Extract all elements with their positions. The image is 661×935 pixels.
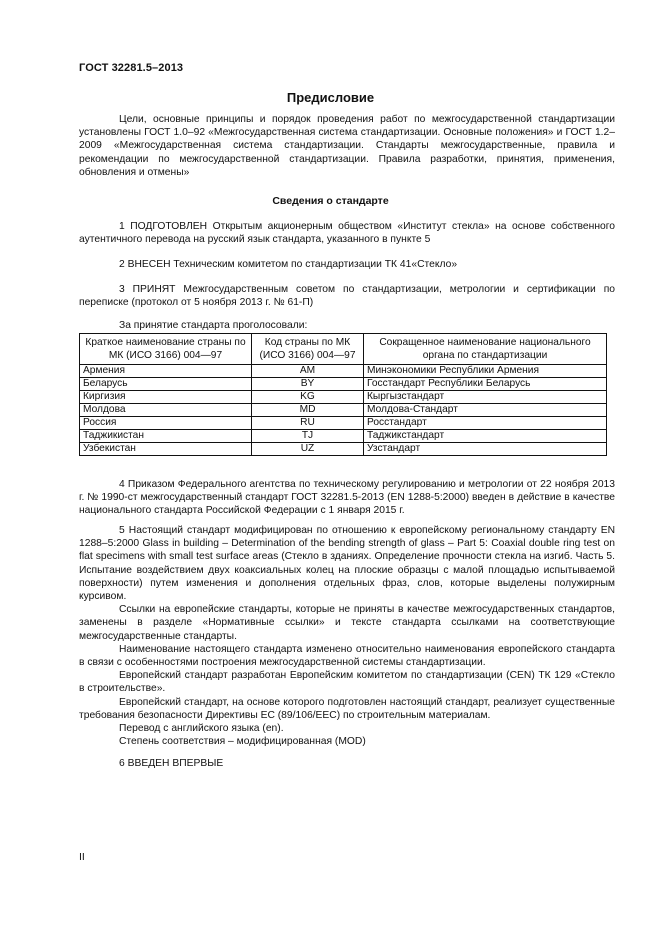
cell-code: TJ	[252, 430, 364, 443]
item-4-paragraph: 4 Приказом Федерального агентства по техническому регулированию и метрологии от 22 ноября 2013 г. № 1990-ст межгосударственный стандарт ГОСТ 32281.5-2013 (EN 1288-5:2000) введен в действие в качестве национального стандарта Российской Федерации с 1 января 2015 г.	[79, 479, 615, 517]
table-row	[80, 443, 607, 456]
cell-body: Кыргызстандарт	[364, 391, 607, 404]
standard-info-subtitle: Сведения о стандарте	[272, 195, 389, 207]
item-4-block	[79, 478, 615, 518]
header-country-name: Краткое наименование страны по МК (ИСО 3166) 004—97	[80, 334, 252, 365]
cell-country: Таджикистан	[80, 430, 252, 443]
cell-body: Госстандарт Республики Беларусь	[364, 378, 607, 391]
document-code-header: ГОСТ 32281.5–2013	[79, 62, 184, 74]
cell-code: AM	[252, 365, 364, 378]
item-5-paragraph-6: Перевод с английского языка (en).	[119, 723, 284, 735]
item-6-paragraph: 6 ВВЕДЕН ВПЕРВЫЕ	[119, 758, 224, 769]
table-row	[80, 378, 607, 391]
table-row	[80, 430, 607, 443]
item-1-paragraph: 1 ПОДГОТОВЛЕН Открытым акционерным обществом «Институт стекла» на основе собственного аутентичного перевода на русский язык стандарта, указанного в пункте 5	[79, 221, 615, 246]
item-5-paragraph-3: Наименование настоящего стандарта изменено относительно наименования европейского стандарта в связи с особенностями построения межгосударственной системы стандартизации.	[79, 643, 615, 669]
item-3-paragraph: 3 ПРИНЯТ Межгосударственным советом по стандартизации, метрологии и сертификации по переписке (протокол от 5 ноября 2013 г. № 61-П)	[79, 284, 615, 309]
cell-code: MD	[252, 404, 364, 417]
item-3-block	[79, 283, 615, 309]
cell-body: Минэкономики Республики Армения	[364, 365, 607, 378]
vote-caption: За принятие стандарта проголосовали:	[119, 320, 308, 331]
item-5-paragraph-5: Европейский стандарт, на основе которого подготовлен настоящий стандарт, реализует существенные требования безопасности Директивы ЕС (89/106/EEC) по строительным материалам.	[79, 696, 615, 721]
cell-country: Киргизия	[80, 391, 252, 404]
cell-code: UZ	[252, 443, 364, 456]
cell-body: Молдова-Стандарт	[364, 404, 607, 417]
foreword-intro-paragraph: Цели, основные принципы и порядок проведения работ по межгосударственной стандартизации установлены ГОСТ 1.0–92 «Межгосударственная система стандартизации. Основные положения» и ГОСТ 1.2–2009 «Межгосударственная система стандартизации. Стандарты межгосударственные, правила и рекомендации по межгосударственной стандартизации. Правила разработки, принятия, применения, обновления и отмены»	[79, 114, 615, 178]
item-5-paragraph-4: Европейский стандарт разработан Европейским комитетом по стандартизации (CEN) ТК 129 «Стекло в строительстве».	[79, 670, 615, 695]
item-5-paragraph-1: 5 Настоящий стандарт модифицирован по отношению к европейскому региональному стандарту EN 1288–5:2000 Glass in building – Determination of the bending strength of glass – Part 5: Coaxial double ring test on flat specimens with small test surface areas (Стекло в зданиях. Определение прочности стекла на изгиб. Часть 5. Испытание воздействием двух коаксиальных колец на плоские образцы с малой площадью испытываемой поверхности) путем изменения и дополнения отдельных фраз, слов, которые выделены полужирным курсивом.	[79, 525, 615, 603]
cell-body: Узстандарт	[364, 443, 607, 456]
item-2-block	[79, 258, 615, 271]
item-5-paragraph-7: Степень соответствия – модифицированная (MOD)	[119, 736, 366, 748]
cell-code: KG	[252, 391, 364, 404]
cell-body: Росстандарт	[364, 417, 607, 430]
header-country-code: Код страны по МК (ИСО 3166) 004—97	[252, 334, 364, 365]
vote-table-header-row	[80, 334, 607, 365]
item-2-paragraph: 2 ВНЕСЕН Техническим комитетом по стандартизации ТК 41«Стекло»	[119, 259, 458, 270]
header-standards-body: Сокращенное наименование национального органа по стандартизации	[364, 334, 607, 365]
cell-code: RU	[252, 417, 364, 430]
item-6-block	[79, 757, 615, 770]
cell-body: Таджикстандарт	[364, 430, 607, 443]
foreword-title: Предисловие	[286, 90, 375, 105]
item-5-block	[79, 524, 615, 748]
cell-country: Россия	[80, 417, 252, 430]
foreword-intro-block	[79, 113, 615, 179]
cell-country: Армения	[80, 365, 252, 378]
page-number: II	[79, 851, 85, 863]
table-row	[80, 391, 607, 404]
cell-country: Беларусь	[80, 378, 252, 391]
table-row	[80, 404, 607, 417]
cell-country: Молдова	[80, 404, 252, 417]
vote-table	[79, 333, 607, 456]
cell-country: Узбекистан	[80, 443, 252, 456]
item-1-block	[79, 220, 615, 246]
item-5-paragraph-2: Ссылки на европейские стандарты, которые не приняты в качестве межгосударственных стандартов, заменены в разделе «Нормативные ссылки» и тексте стандарта ссылками на соответствующие межгосударственные стандарты.	[79, 604, 615, 642]
cell-code: BY	[252, 378, 364, 391]
table-row	[80, 365, 607, 378]
table-row	[80, 417, 607, 430]
